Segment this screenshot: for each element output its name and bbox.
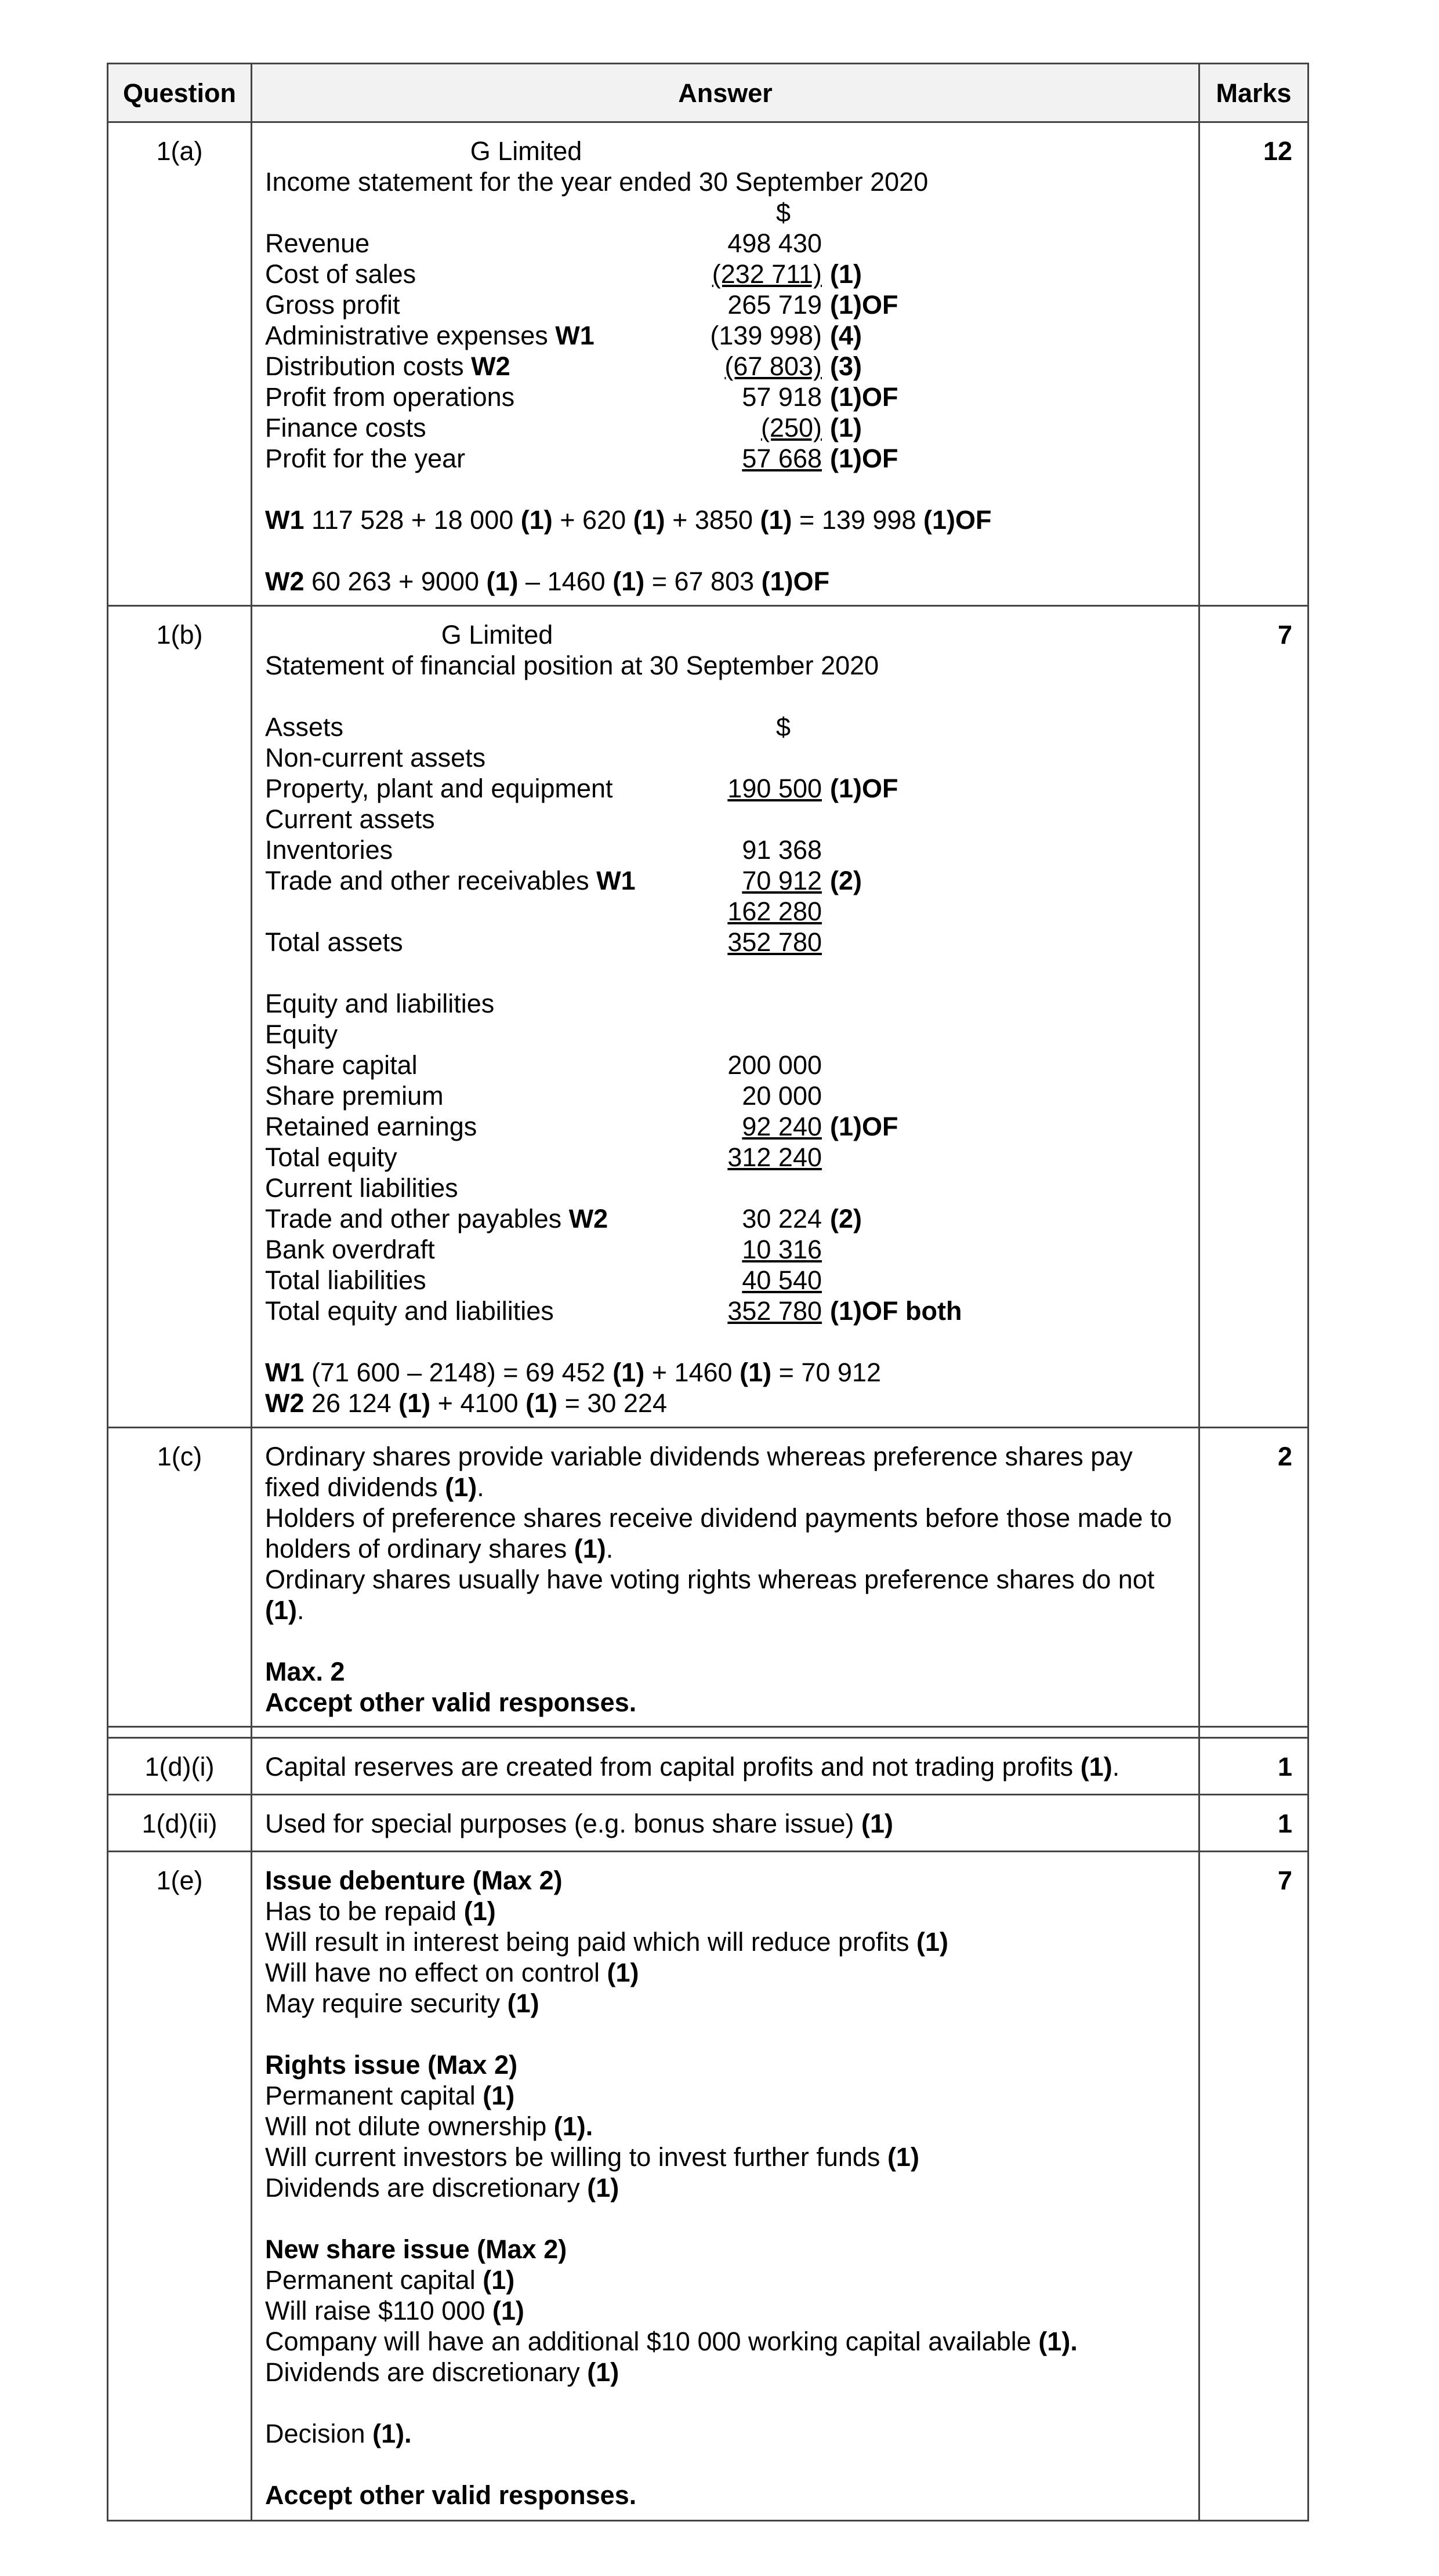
answer-1a: [252, 122, 1199, 606]
point: Permanent capital (1): [265, 2265, 515, 2295]
working-w2: W2 26 124 (1) + 4100 (1) = 30 224: [265, 1388, 667, 1418]
income-statement-rows: [265, 228, 1184, 474]
marks-value: 12: [1199, 122, 1308, 606]
income-statement-line: Revenue 498 430: [265, 228, 822, 258]
income-statement-line: Profit for the year 57 668 (1)OF: [265, 444, 898, 473]
working-w1: W1 (71 600 – 2148) = 69 452 (1) + 1460 (1) = 70 912: [265, 1358, 882, 1387]
row-1dii: [108, 1795, 1308, 1852]
line-total-liabilities: Total liabilities 40 540: [265, 1265, 822, 1295]
point: Will raise $110 000 (1): [265, 2296, 524, 2325]
point: Has to be repaid (1): [265, 1896, 496, 1926]
point: Permanent capital (1): [265, 2081, 515, 2110]
statement-title: Statement of financial position at 30 September 2020: [265, 651, 879, 680]
point-2: Holders of preference shares receive dividend payments before those made to holders of ordinary shares (1).: [265, 1503, 1172, 1563]
question-id: 1(d)(i): [108, 1738, 252, 1795]
header-answer: Answer: [252, 64, 1199, 122]
line-share-premium: Share premium 20 000: [265, 1081, 822, 1111]
row-1b: [108, 606, 1308, 1428]
currency-symbol: $: [775, 198, 791, 227]
point: Dividends are discretionary (1): [265, 2173, 619, 2203]
section-current-assets: Current assets: [265, 804, 435, 834]
section-assets: Assets: [265, 712, 344, 742]
answer-1di: Capital reserves are created from capital profits and not trading profits (1).: [252, 1738, 1199, 1795]
marks-value: 7: [1199, 1852, 1308, 2521]
line-inventories: Inventories 91 368: [265, 835, 822, 865]
header-question: Question: [108, 64, 252, 122]
row-1c: [108, 1428, 1308, 1727]
max-marks: Max. 2: [265, 1657, 345, 1686]
currency-symbol: $: [775, 712, 791, 742]
header-marks: Marks: [1199, 64, 1308, 122]
working-w2: W2 60 263 + 9000 (1) – 1460 (1) = 67 803 (1)OF: [265, 567, 830, 596]
point: Dividends are discretionary (1): [265, 2357, 619, 2387]
heading-rights-issue: Rights issue (Max 2): [265, 2050, 518, 2080]
heading-new-share-issue: New share issue (Max 2): [265, 2234, 567, 2264]
line-retained-earnings: Retained earnings 92 240 (1)OF: [265, 1112, 898, 1141]
marks-value: 1: [1199, 1795, 1308, 1852]
accept-note: Accept other valid responses.: [265, 2480, 637, 2510]
line-bank-overdraft: Bank overdraft 10 316: [265, 1235, 822, 1264]
line-total-equity: Total equity 312 240: [265, 1142, 822, 1172]
statement-title: Income statement for the year ended 30 September 2020: [265, 167, 929, 197]
marks-value: 1: [1199, 1738, 1308, 1795]
answer-1e: [252, 1852, 1199, 2521]
marks-value: 7: [1199, 606, 1308, 1428]
point-3: Ordinary shares usually have voting rights whereas preference shares do not (1).: [265, 1565, 1155, 1625]
line-total-assets: Total assets 352 780: [265, 927, 822, 957]
income-statement-line: Finance costs (250) (1): [265, 413, 862, 442]
answer-1b: [252, 606, 1199, 1428]
question-id: 1(a): [108, 122, 252, 606]
section-equity: Equity: [265, 1019, 338, 1049]
header-row: [108, 64, 1308, 122]
point: Will current investors be willing to invest further funds (1): [265, 2142, 919, 2172]
section-non-current-assets: Non-current assets: [265, 743, 486, 772]
income-statement-line: Cost of sales (232 711) (1): [265, 259, 862, 289]
line-ppe: Property, plant and equipment 190 500 (1)OF: [265, 774, 898, 803]
question-id: 1(b): [108, 606, 252, 1428]
section-current-liabilities: Current liabilities: [265, 1173, 458, 1203]
point-1: Ordinary shares provide variable dividends whereas preference shares pay fixed dividends (1).: [265, 1442, 1133, 1502]
income-statement-line: Profit from operations 57 918 (1)OF: [265, 382, 898, 412]
point: Will not dilute ownership (1).: [265, 2111, 593, 2141]
section-equity-liabilities: Equity and liabilities: [265, 989, 495, 1018]
line-share-capital: Share capital 200 000: [265, 1050, 822, 1080]
row-1di: [108, 1738, 1308, 1795]
income-statement-line: Distribution costs W2 (67 803) (3): [265, 351, 862, 381]
point: Will result in interest being paid which will reduce profits (1): [265, 1927, 948, 1957]
income-statement-line: Gross profit 265 719 (1)OF: [265, 290, 898, 320]
mark-scheme-table: [107, 63, 1309, 2521]
row-1a: [108, 122, 1308, 606]
point: Will have no effect on control (1): [265, 1958, 639, 1987]
decision: Decision (1).: [265, 2419, 412, 2448]
point: May require security (1): [265, 1989, 539, 2018]
working-w1: W1 117 528 + 18 000 (1) + 620 (1) + 3850 (1) = 139 998 (1)OF: [265, 505, 992, 535]
income-statement-line: Administrative expenses W1 (139 998) (4): [265, 321, 862, 350]
spacer-row: [108, 1727, 1308, 1738]
accept-note: Accept other valid responses.: [265, 1688, 637, 1717]
mark-scheme: [107, 63, 1307, 2521]
line-total-equity-liabilities: Total equity and liabilities 352 780 (1)OF both: [265, 1296, 962, 1326]
company-name: G Limited: [470, 136, 582, 166]
line-payables: Trade and other payables W2 30 224 (2): [265, 1204, 862, 1233]
answer-1c: [252, 1428, 1199, 1727]
row-1e: [108, 1852, 1308, 2521]
heading-debenture: Issue debenture (Max 2): [265, 1866, 563, 1895]
question-id: 1(c): [108, 1428, 252, 1727]
line-subtotal: 162 280: [727, 897, 822, 926]
answer-1dii: Used for special purposes (e.g. bonus share issue) (1): [252, 1795, 1199, 1852]
company-name: G Limited: [441, 620, 553, 650]
question-id: 1(e): [108, 1852, 252, 2521]
point: Company will have an additional $10 000 working capital available (1).: [265, 2327, 1078, 2356]
question-id: 1(d)(ii): [108, 1795, 252, 1852]
line-receivables: Trade and other receivables W1 70 912 (2): [265, 866, 862, 895]
marks-value: 2: [1199, 1428, 1308, 1727]
